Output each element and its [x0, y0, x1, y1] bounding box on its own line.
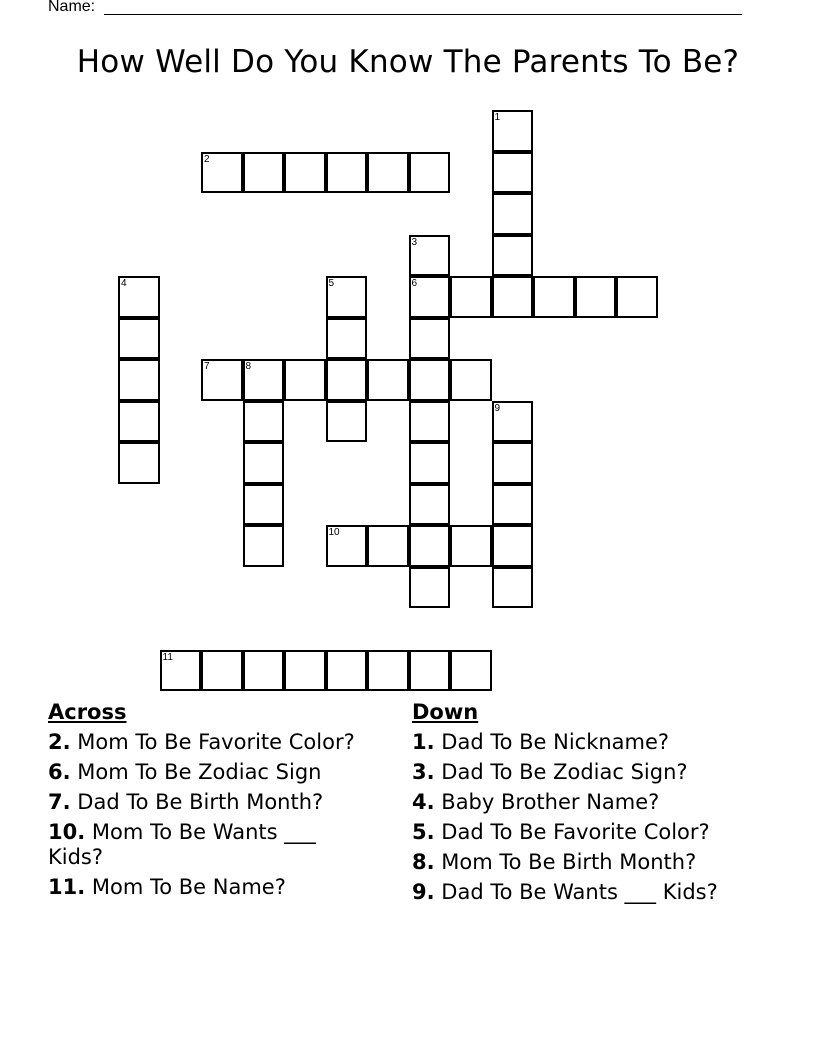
page-title: How Well Do You Know The Parents To Be? — [76, 44, 740, 80]
crossword-cell[interactable] — [367, 152, 409, 194]
clue-item — [412, 790, 752, 815]
crossword-cell[interactable] — [201, 152, 243, 194]
crossword-cell[interactable] — [284, 152, 326, 194]
crossword-cell[interactable] — [284, 650, 326, 692]
crossword-cell[interactable] — [492, 401, 534, 443]
down-clues — [412, 700, 752, 910]
clue-number-label: 11 — [162, 651, 173, 663]
crossword-cell[interactable] — [284, 359, 326, 401]
crossword-cell[interactable] — [326, 401, 368, 443]
crossword-cell[interactable] — [243, 650, 285, 692]
crossword-cell[interactable] — [450, 525, 492, 567]
crossword-cell[interactable] — [367, 650, 409, 692]
crossword-cell[interactable] — [367, 525, 409, 567]
clue-number-label: 6 — [411, 278, 418, 289]
crossword-cell[interactable] — [409, 276, 451, 318]
crossword-cell[interactable] — [326, 276, 368, 318]
clue-text: Mom To Be Favorite Color? — [77, 730, 355, 754]
clue-number: 9. — [412, 880, 435, 904]
crossword-cell[interactable] — [118, 359, 160, 401]
clue-text: Mom To Be Wants ___ Kids? — [48, 820, 316, 869]
crossword-cell[interactable] — [118, 276, 160, 318]
crossword-cell[interactable] — [409, 567, 451, 609]
crossword-cell[interactable] — [450, 359, 492, 401]
across-clues — [48, 700, 368, 905]
clue-text: Dad To Be Birth Month? — [77, 790, 324, 814]
name-label: Name: — [48, 0, 96, 15]
crossword-cell[interactable] — [118, 442, 160, 484]
clue-item — [412, 880, 752, 905]
clue-number-label: 7 — [204, 361, 210, 372]
crossword-cell[interactable] — [160, 650, 202, 692]
clue-number-label: 8 — [245, 361, 252, 372]
clue-number-label: 3 — [411, 236, 418, 248]
clue-number: 2. — [48, 730, 71, 754]
clue-text: Mom To Be Zodiac Sign — [77, 760, 322, 784]
clue-item — [48, 790, 368, 815]
crossword-cell[interactable] — [326, 650, 368, 692]
clue-number: 4. — [412, 790, 435, 814]
crossword-cell[interactable] — [243, 442, 285, 484]
clue-item — [48, 730, 368, 755]
crossword-cell[interactable] — [243, 359, 285, 401]
clue-number-label: 1 — [494, 112, 501, 123]
crossword-cell[interactable] — [118, 401, 160, 443]
clue-item — [48, 875, 368, 900]
crossword-cell[interactable] — [326, 525, 368, 567]
crossword-cell[interactable] — [409, 484, 451, 526]
crossword-cell[interactable] — [575, 276, 617, 318]
clue-item — [412, 820, 752, 845]
clue-number-label: 10 — [328, 527, 340, 538]
crossword-cell[interactable] — [409, 318, 451, 360]
crossword-cell[interactable] — [201, 359, 243, 401]
crossword-cell[interactable] — [533, 276, 575, 318]
clue-number: 10. — [48, 820, 86, 844]
crossword-cell[interactable] — [326, 318, 368, 360]
down-clue-list — [412, 730, 752, 905]
clue-number-label: 5 — [328, 278, 335, 289]
crossword-cell[interactable] — [118, 318, 160, 360]
clue-text: Dad To Be Zodiac Sign? — [441, 760, 688, 784]
clue-text: Mom To Be Birth Month? — [441, 850, 697, 874]
clue-text: Dad To Be Wants ___ Kids? — [441, 880, 718, 904]
clue-number: 5. — [412, 820, 435, 844]
crossword-cell[interactable] — [243, 152, 285, 194]
crossword-cell[interactable] — [409, 650, 451, 692]
crossword-cell[interactable] — [450, 276, 492, 318]
crossword-cell[interactable] — [492, 525, 534, 567]
crossword-cell[interactable] — [492, 484, 534, 526]
clue-number: 8. — [412, 850, 435, 874]
clue-item — [412, 850, 752, 875]
across-heading: Across — [48, 700, 127, 724]
crossword-cell[interactable] — [409, 152, 451, 194]
clue-text: Dad To Be Nickname? — [441, 730, 670, 754]
crossword-cell[interactable] — [409, 442, 451, 484]
crossword-cell[interactable] — [450, 650, 492, 692]
clue-item — [412, 760, 752, 785]
clue-number-label: 2 — [204, 153, 210, 165]
crossword-cell[interactable] — [492, 276, 534, 318]
across-clue-list — [48, 730, 368, 900]
clue-number-label: 4 — [121, 278, 127, 289]
crossword-cell[interactable] — [409, 401, 451, 443]
crossword-cell[interactable] — [201, 650, 243, 692]
clue-item — [48, 760, 368, 785]
clue-text: Mom To Be Name? — [91, 875, 286, 899]
crossword-cell[interactable] — [492, 442, 534, 484]
crossword-cell[interactable] — [616, 276, 658, 318]
clue-item — [412, 730, 752, 755]
crossword-cell[interactable] — [243, 401, 285, 443]
crossword-cell[interactable] — [409, 235, 451, 277]
clue-number: 6. — [48, 760, 71, 784]
clue-number: 1. — [412, 730, 435, 754]
clue-text: Baby Brother Name? — [441, 790, 660, 814]
crossword-cell[interactable] — [409, 525, 451, 567]
clue-number: 7. — [48, 790, 71, 814]
clue-item — [48, 820, 368, 870]
clue-text: Dad To Be Favorite Color? — [441, 820, 710, 844]
crossword-cell[interactable] — [492, 567, 534, 609]
crossword-cell[interactable] — [492, 235, 534, 277]
crossword-cell[interactable] — [243, 484, 285, 526]
crossword-cell[interactable] — [409, 359, 451, 401]
crossword-cell[interactable] — [367, 359, 409, 401]
crossword-cell[interactable] — [492, 152, 534, 194]
crossword-cell[interactable] — [492, 193, 534, 235]
clue-number: 11. — [48, 875, 86, 899]
clue-number-label: 9 — [494, 402, 501, 414]
crossword-cell[interactable] — [243, 525, 285, 567]
down-heading: Down — [412, 700, 479, 724]
crossword-cell[interactable] — [326, 152, 368, 194]
crossword-cell[interactable] — [326, 359, 368, 401]
crossword-cell[interactable] — [492, 110, 534, 152]
clue-number: 3. — [412, 760, 435, 784]
